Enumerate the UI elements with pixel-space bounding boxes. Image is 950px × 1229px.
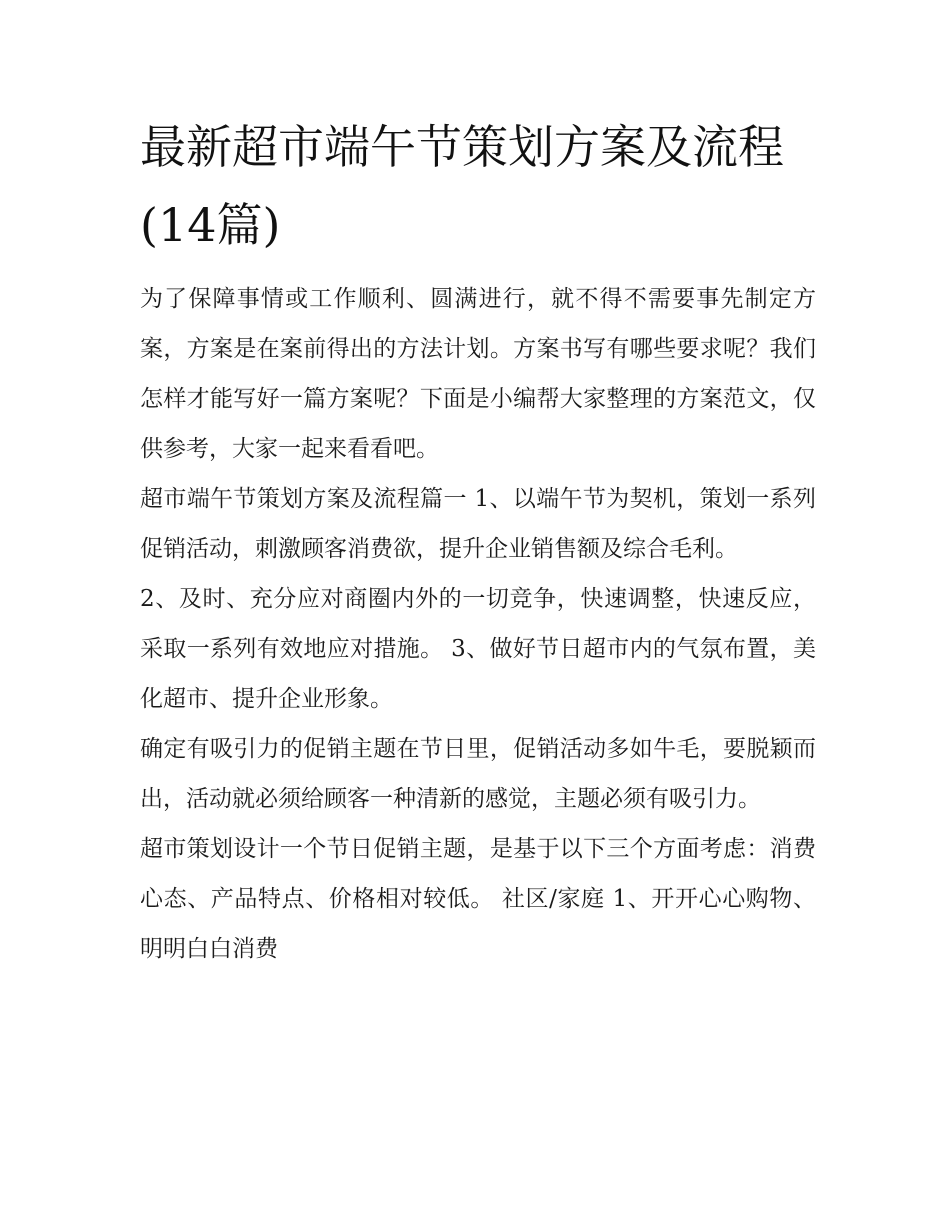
paragraph-section-one: 超市端午节策划方案及流程篇一 1、以端午节为契机，策划一系列促销活动，刺激顾客消费欲，提升企业销售额及综合毛利。: [140, 486, 816, 562]
paragraph-intro: 为了保障事情或工作顺利、圆满进行，就不得不需要事先制定方案，方案是在案前得出的方法计划。方案书写有哪些要求呢？我们怎样才能写好一篇方案呢？下面是小编帮大家整理的方案范文，仅供参考，大家一起来看看吧。: [140, 286, 816, 462]
paragraph-point-two-three: 2、及时、充分应对商圈内外的一切竞争，快速调整，快速反应，采取一系列有效地应对措施。 3、做好节日超市内的气氛布置，美化超市、提升企业形象。: [140, 586, 816, 712]
document-body: [140, 108, 816, 974]
paragraph-theme: 确定有吸引力的促销主题在节日里，促销活动多如牛毛，要脱颖而出，活动就必须给顾客一种清新的感觉，主题必须有吸引力。: [140, 736, 816, 812]
paragraph-design: 超市策划设计一个节日促销主题，是基于以下三个方面考虑：消费心态、产品特点、价格相对较低。 社区/家庭 1、开开心心购物、明明白白消费: [140, 836, 816, 962]
document-title: 最新超市端午节策划方案及流程(14篇): [140, 120, 784, 252]
